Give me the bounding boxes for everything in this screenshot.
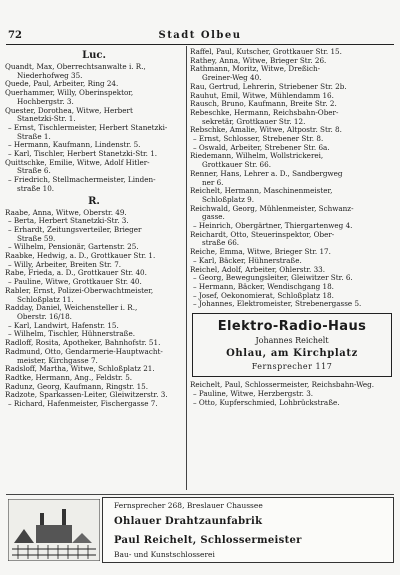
directory-entry: Querhammer, Willy, Oberinspektor, [5, 89, 134, 98]
ad-title: Elektro-Radio-Haus [217, 319, 367, 335]
directory-entry: – Ernst, Tischlermeister, Herbert Stanetzki- [8, 123, 168, 132]
directory-entry: Radunz, Georg, Kaufmann, Ringstr. 15. [5, 382, 149, 391]
directory-entry: Reichwald, Georg, Mühlenmeister, Schwanz- [190, 204, 354, 213]
directory-entry: – Pauline, Witwe, Grottkauer Str. 40. [8, 278, 142, 287]
directory-entry: – Johannes, Elektromeister, Strebenergasse 5. [193, 300, 362, 309]
directory-entry: – Hermann, Bäcker, Wendischgang 18. [193, 282, 334, 291]
directory-entry: Raffel, Paul, Kutscher, Grottkauer Str. 15. [190, 48, 342, 56]
directory-entry: Raabe, Anna, Witwe, Oberstr. 49. [5, 208, 127, 217]
directory-entry: Hochbergstr. 3. [17, 97, 74, 106]
directory-entry: Rausch, Bruno, Kaufmann, Breite Str. 2. [190, 100, 337, 109]
directory-entry: – Karl, Landwirt, Hafenstr. 15. [8, 321, 119, 330]
section-letter: R. [88, 195, 100, 207]
directory-entry: Niederhofweg 35. [17, 71, 83, 80]
directory-entry: Quittschke, Emilie, Witwe, Adolf Hitler- [5, 158, 150, 167]
directory-entry: sekretär, Grottkauer Str. 12. [202, 117, 306, 126]
directory-entry: Radday, Daniel, Weichensteller i. R., [5, 304, 138, 313]
directory-entry: Rabler, Ernst, Polizei-Oberwachtmeister, [5, 286, 154, 295]
directory-entry: Radloff, Rosita, Apotheker, Bahnhofstr. 51. [5, 339, 161, 348]
directory-entry: – Wilhelm, Pensionär, Gartenstr. 25. [8, 243, 139, 252]
directory-entry: Oberstr. 16/18. [17, 312, 72, 321]
directory-entry: Quester, Dorothea, Witwe, Herbert [5, 106, 133, 115]
directory-entry: – Ernst, Schlosser, Strebener Str. 8. [193, 135, 324, 144]
directory-entry: Raabke, Hedwig, a. D., Grottkauer Str. 1. [5, 252, 156, 261]
directory-entry: Rathey, Anna, Witwe, Brieger Str. 26. [190, 56, 327, 65]
directory-entry: Rabe, Frieda, a. D., Grottkauer Str. 40. [5, 269, 147, 278]
directory-entry: – Wilhelm, Tischler, Hühnerstraße. [8, 330, 135, 339]
directory-entry: – Josef, Oekonomierat, Schloßplatz 18. [193, 291, 334, 300]
directory-entry: Greiner-Weg 40. [202, 74, 262, 83]
ad-phone-address: Fernsprecher 268, Breslauer Chaussee [114, 501, 263, 510]
fence-factory-illustration [8, 499, 100, 561]
directory-entry: – Friedrich, Stellmachermeister, Linden- [8, 176, 156, 185]
directory-entry: – Heinrich, Obergärtner, Thiergartenweg 4. [193, 222, 353, 231]
directory-entry: Reichel, Adolf, Arbeiter, Ohlerstr. 33. [190, 265, 325, 274]
drahtzaun-advertisement [6, 494, 394, 565]
left-column [5, 48, 183, 409]
directory-entry: Reichelt, Hermann, Maschinenmeister, [190, 187, 333, 196]
directory-entry: Straße 59. [17, 234, 56, 243]
directory-entry: straße 10. [17, 184, 55, 193]
page-number: 72 [8, 30, 22, 41]
ad-company-name: Ohlauer Drahtzaunfabrik [114, 516, 263, 527]
ad-phone: Fernsprecher 117 [251, 362, 333, 372]
directory-entry: – Pauline, Witwe, Herzbergstr. 3. [193, 389, 314, 398]
directory-entry: Quede, Paul, Arbeiter, Ring 24. [5, 80, 119, 89]
page-title: Stadt Olbeu [158, 30, 242, 41]
directory-entry: Renner, Hans, Lehrer a. D., Sandbergweg [190, 169, 343, 178]
directory-entry: Radsloff, Martha, Witwe, Schloßplatz 21. [5, 365, 155, 374]
directory-entry: Riedemann, Wilhelm, Wollstrickerei, [190, 152, 324, 161]
directory-entry: Stanetzki-Str. 1. [17, 115, 76, 124]
ad-owner-name: Paul Reichelt, Schlossermeister [114, 535, 302, 546]
directory-entry: Rauhut, Emil, Witwe, Mühlendamm 16. [190, 91, 334, 100]
directory-entry: Schloßplatz 11. [17, 295, 74, 304]
directory-entry: Reiche, Emma, Witwe, Brieger Str. 17. [190, 248, 331, 257]
directory-entry: gasse. [202, 213, 225, 222]
directory-entry: – Karl, Bäcker, Hühnerstraße. [193, 256, 302, 265]
directory-entry: – Richard, Hafenmeister, Fischergasse 7. [8, 400, 158, 409]
directory-entry: Reichelt, Paul, Schlossermeister, Reichsbahn-Weg. [190, 381, 375, 390]
directory-entry: – Georg, Bewegungsleiter, Gleiwitzer Str. 6. [193, 274, 353, 283]
directory-entry: Quandt, Max, Oberrechtsanwalte i. R., [5, 63, 146, 71]
page-header [6, 30, 394, 45]
directory-entry: Rebschke, Amalie, Witwe, Altpostr. Str. 8. [190, 126, 342, 135]
directory-entry: Straße 6. [17, 167, 51, 176]
directory-entry: – Berta, Herbert Stanetzki-Str. 3. [8, 217, 129, 226]
directory-entry: ner 6. [202, 178, 224, 187]
directory-entry: – Otto, Kupferschmied, Lohbrückstraße. [193, 398, 340, 407]
directory-entry: Rathmann, Moritz, Witwe, Dreßich- [190, 65, 321, 74]
directory-entry: Grottkauer Str. 66. [202, 161, 271, 170]
column-divider [186, 46, 187, 490]
directory-entry: Rau, Gertrud, Lehrerin, Striebener Str. 2b. [190, 82, 347, 91]
directory-entry: Radzote, Sparkassen-Leiter, Gleiwitzerstr. 3. [5, 391, 168, 400]
ad-location: Ohlau, am Kirchplatz [226, 348, 358, 360]
ad-owner: Johannes Reichelt [255, 336, 329, 346]
directory-entry: – Willy, Arbeiter, Breiten Str. 7. [8, 260, 122, 269]
directory-entry: Reichardt, Otto, Steuerinspektor, Ober- [190, 230, 335, 239]
section-letter: Luc. [82, 50, 106, 61]
directory-entry: Schloßplatz 9. [202, 195, 255, 204]
directory-entry: Radtke, Hermann, Ang., Feldstr. 5. [5, 373, 133, 382]
directory-entry: Straße 1. [17, 132, 51, 141]
radio-house-advertisement [192, 313, 392, 377]
directory-entry: Rebeschke, Hermann, Reichsbahn-Ober- [190, 108, 339, 117]
directory-entry: – Hermann, Kaufmann, Lindenstr. 5. [8, 141, 141, 150]
directory-entry: straße 66. [202, 239, 240, 248]
directory-entry: Radmund, Otto, Gendarmerie-Hauptwacht- [5, 347, 163, 356]
ad-services: Bau- und Kunstschlosserei [114, 550, 215, 559]
directory-entry: – Oswald, Arbeiter, Strebener Str. 6a. [193, 143, 330, 152]
directory-entry: – Erhardt, Zeitungsverteiler, Brieger [8, 225, 142, 234]
directory-entry: – Karl, Tischler, Herbert Stanetzki-Str. 1. [8, 150, 158, 159]
directory-entry: meister, Kirchgasse 7. [17, 356, 98, 365]
right-column [190, 48, 395, 407]
